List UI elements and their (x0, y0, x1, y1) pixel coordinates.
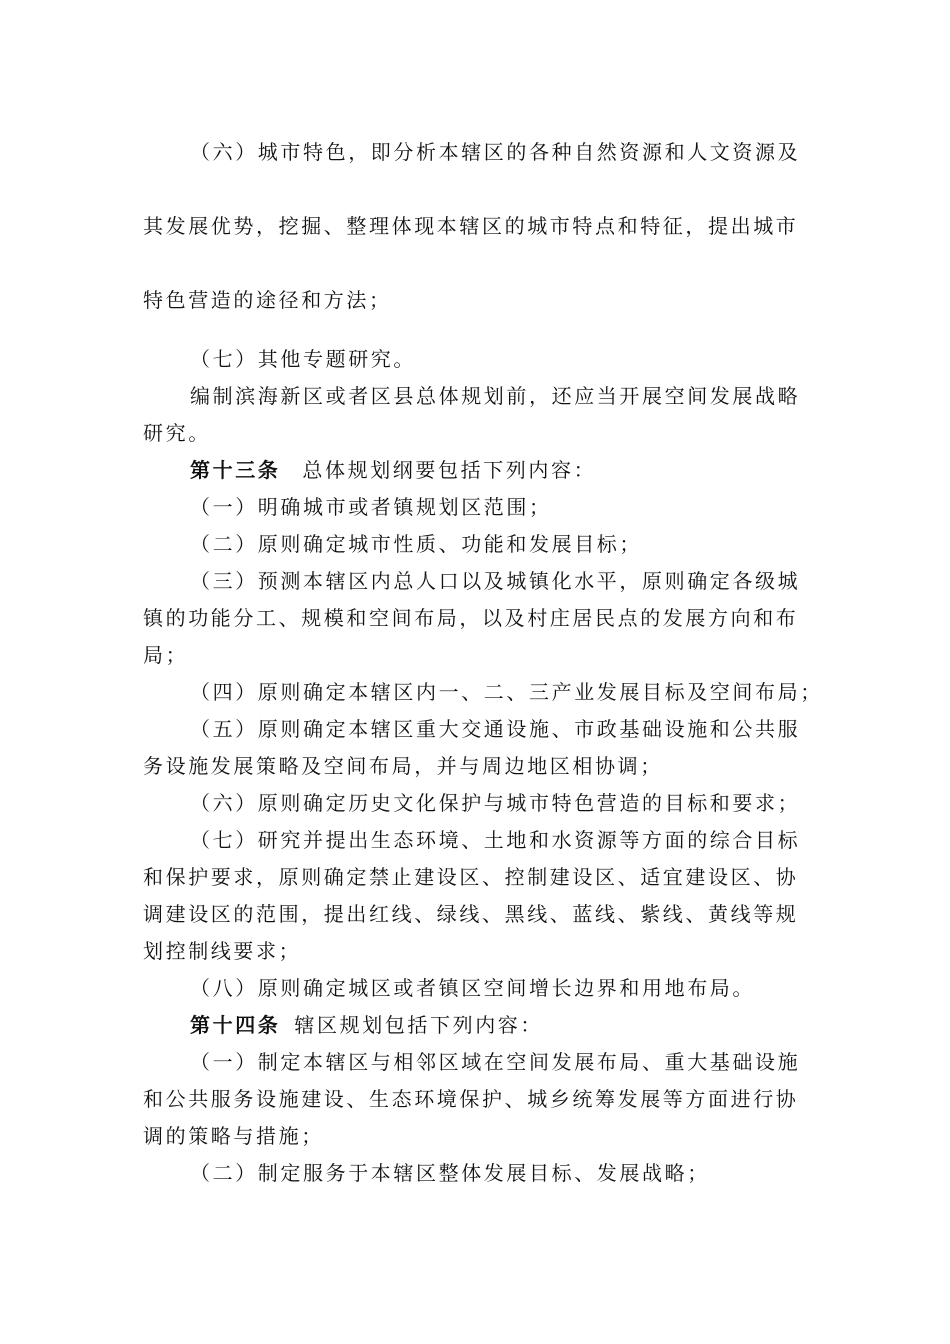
article-14-item-2: （二）制定服务于本辖区整体发展目标、发展战略； (190, 1161, 710, 1185)
article-13-item-3-line-3: 局； (143, 643, 189, 667)
article-14-heading (190, 1012, 870, 1038)
section-six-line-3: 特色营造的途径和方法； (143, 288, 392, 312)
article-13-item-4: （四）原则确定本辖区内一、二、三产业发展目标及空间布局； (190, 680, 823, 704)
article-14-item-1-line-1: （一）制定本辖区与相邻区域在空间发展布局、重大基础设施 (190, 1050, 801, 1074)
article-13-item-7-line-4: 划控制线要求； (143, 939, 302, 963)
article-13-item-7-line-2: 和保护要求，原则确定禁止建设区、控制建设区、适宜建设区、协 (143, 865, 799, 889)
section-six-line-2: 其发展优势，挖掘、整理体现本辖区的城市特点和特征，提出城市 (143, 214, 799, 238)
strategy-note-line-2: 研究。 (143, 421, 211, 445)
article-13-item-6: （六）原则确定历史文化保护与城市特色营造的目标和要求； (190, 791, 801, 815)
section-seven: （七）其他专题研究。 (190, 347, 416, 371)
article-14-item-1-line-2: 和公共服务设施建设、生态环境保护、城乡统筹发展等方面进行协 (143, 1087, 799, 1111)
article-13-item-3-line-1: （三）预测本辖区内总人口以及城镇化水平，原则确定各级城 (190, 569, 801, 593)
article-13-item-3-line-2: 镇的功能分工、规模和空间布局，以及村庄居民点的发展方向和布 (143, 606, 799, 630)
article-13-item-2: （二）原则确定城市性质、功能和发展目标； (190, 532, 642, 556)
section-six-line-1: （六）城市特色，即分析本辖区的各种自然资源和人文资源及 (190, 140, 801, 164)
article-14-text: 辖区规划包括下列内容： (294, 1013, 544, 1037)
article-13-item-7-line-1: （七）研究并提出生态环境、土地和水资源等方面的综合目标 (190, 828, 801, 852)
article-13-label: 第十三条 (190, 458, 281, 482)
article-13-item-1: （一）明确城市或者镇规划区范围； (190, 495, 552, 519)
article-13-text: 总体规划纲要包括下列内容： (302, 458, 597, 482)
article-13-item-5-line-2: 务设施发展策略及空间布局，并与周边地区相协调； (143, 754, 663, 778)
article-13-item-7-line-3: 调建设区的范围，提出红线、绿线、黑线、蓝线、紫线、黄线等规 (143, 902, 799, 926)
strategy-note-line-1: 编制滨海新区或者区县总体规划前，还应当开展空间发展战略 (190, 384, 801, 408)
article-13-item-5-line-1: （五）原则确定本辖区重大交通设施、市政基础设施和公共服 (190, 717, 801, 741)
article-13-heading (190, 457, 870, 483)
article-14-item-1-line-3: 调的策略与措施； (143, 1124, 324, 1148)
article-13-item-8: （八）原则确定城区或者镇区空间增长边界和用地布局。 (190, 976, 755, 1000)
article-14-label: 第十四条 (190, 1013, 281, 1037)
